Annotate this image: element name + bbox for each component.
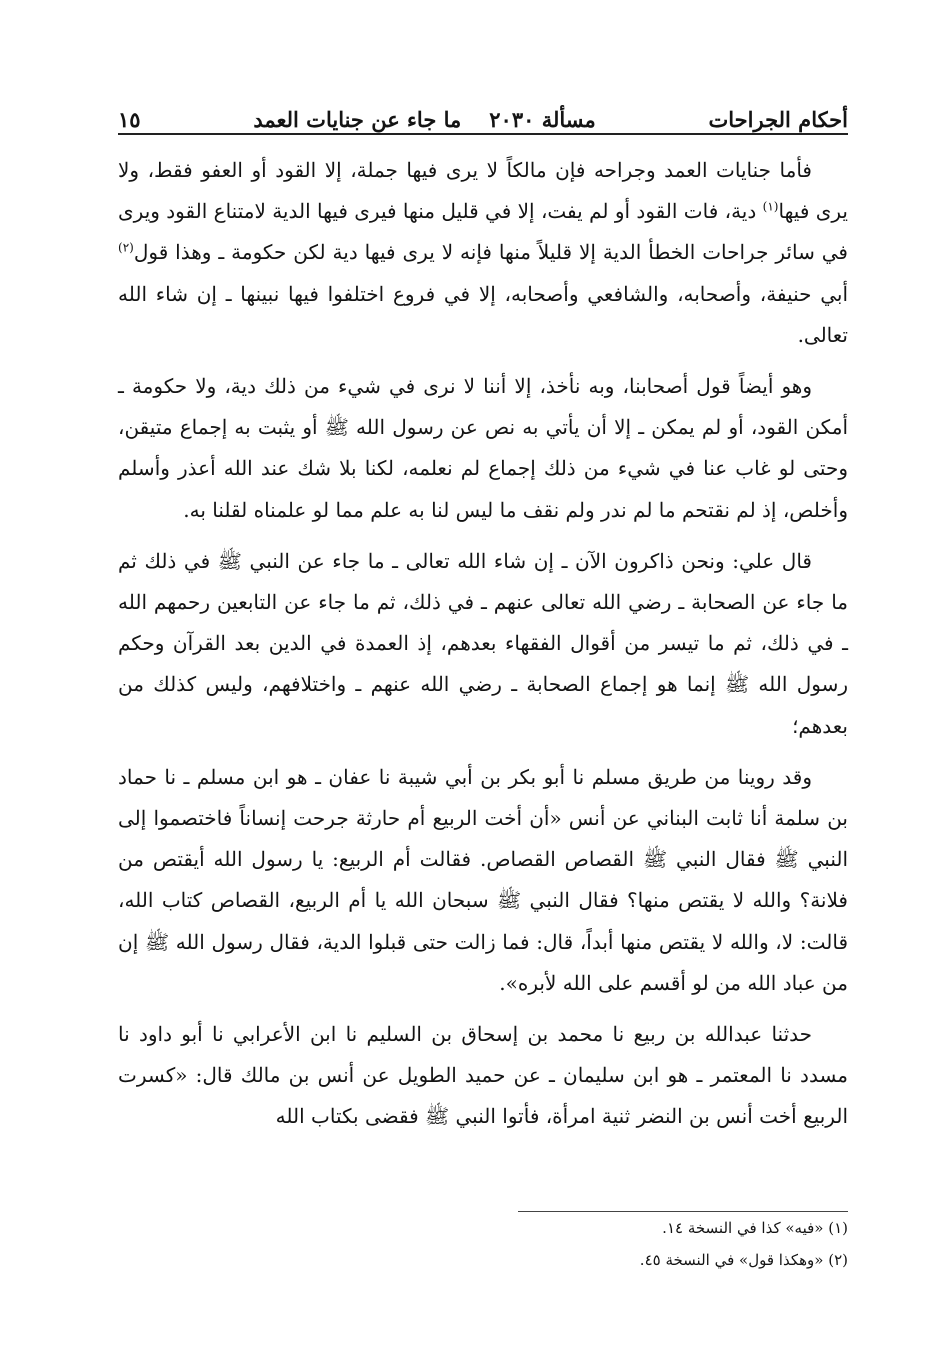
paragraph-5: حدثنا عبدالله بن ربيع نا محمد بن إسحاق بن السليم نا ابن الأعرابي نا أبو داود نا مسدد نا المعتمر ـ هو ابن سليمان ـ عن حميد الطويل عن أنس بن مالك قال: «كسرت الربيع أخت أنس بن النضر ثنية امرأة، فأتوا النبي ﷺ فقضى بكتاب الله bbox=[118, 1022, 848, 1129]
paragraph-2: وهو أيضاً قول أصحابنا، وبه نأخذ، إلا أننا لا نرى في شيء من ذلك دية، ولا حكومة ـ أمكن القود، أو لم يمكن ـ إلا أن يأتي به نص عن رسول الله ﷺ أو يثبت به إجماع متيقن، وحتى لو غاب عنا في شيء من ذلك إجماع لم نعلمه، لكنا بلا شك عند الله أعذر وأسلم وأخلص، إذ لم نقتحم ما لم ندر ولم نقف ما ليس لنا به علم مما لو علمناه لقلنا به. bbox=[118, 374, 848, 522]
section-title: ما جاء عن جنايات العمد bbox=[253, 107, 462, 132]
paragraph-1-part-a: فأما جنايات العمد وجراحه فإن مالكاً لا يرى فيها جملة، إلا القود أو العفو فقط، ولا يرى فيها bbox=[118, 158, 848, 224]
paragraph-1-part-c: أبي حنيفة، وأصحابه، والشافعي وأصحابه، إلا في فروع اختلفوا فيها نبينها ـ إن شاء الله تعالى. bbox=[118, 281, 848, 347]
page-number: ١٥ bbox=[118, 107, 141, 132]
footnote-ref-1: (١) bbox=[762, 199, 779, 214]
header-rule bbox=[118, 133, 848, 135]
paragraph-1-part-b: دية، فات القود أو لم يفت، إلا في قليل منها فيرى فيها الدية لامتناع القود ويرى في سائر جراحات الخطأ الدية إلا قليلاً منها فإنه لا يرى فيها دية لكن حكومة ـ وهذا قول bbox=[118, 199, 848, 265]
footnote-1: (١) «فيه» كذا في النسخة ١٤. bbox=[662, 1219, 848, 1237]
header-center bbox=[253, 107, 595, 132]
paragraph-1 bbox=[118, 150, 848, 356]
running-header bbox=[118, 92, 848, 132]
book-title: أحكام الجراحات bbox=[708, 107, 848, 132]
footnote-2: (٢) «وهكذا قول» في النسخة ٤٥. bbox=[639, 1251, 848, 1269]
issue-number: مسألة ٢٠٣٠ bbox=[489, 107, 596, 132]
main-text bbox=[118, 150, 848, 1148]
footnotes bbox=[118, 1212, 848, 1276]
paragraph-4: وقد روينا من طريق مسلم نا أبو بكر بن أبي شيبة نا عفان ـ هو ابن مسلم ـ نا حماد بن سلمة أنا ثابت البناني عن أنس «أن أخت الربيع أم حارثة جرحت إنساناً فاختصموا إلى النبي ﷺ فقال النبي ﷺ القصاص القصاص. فقالت أم الربيع: يا رسول الله أيقتص من فلانة؟ والله لا يقتص منها؟ فقال النبي ﷺ سبحان الله يا أم الربيع، القصاص كتاب الله، قالت: لا، والله لا يقتص منها أبداً، قال: فما زالت حتى قبلوا الدية، فقال رسول الله ﷺ إن من عباد الله من لو أقسم على الله لأبره». bbox=[118, 764, 849, 995]
paragraph-3: قال علي: ونحن ذاكرون الآن ـ إن شاء الله تعالى ـ ما جاء عن النبي ﷺ في ذلك ثم ما جاء عن الصحابة ـ رضي الله تعالى عنهم ـ في ذلك، ثم ما جاء عن التابعين رحمهم الله ـ في ذلك، ثم ما تيسر من أقوال الفقهاء بعدهم، إذ العمدة في الدين بعد القرآن وحكم رسول الله ﷺ إنما هو إجماع الصحابة ـ رضي الله عنهم ـ واختلافهم، وليس كذلك من بعدهم؛ bbox=[118, 548, 848, 738]
footnote-ref-2: (٢) bbox=[118, 240, 134, 255]
